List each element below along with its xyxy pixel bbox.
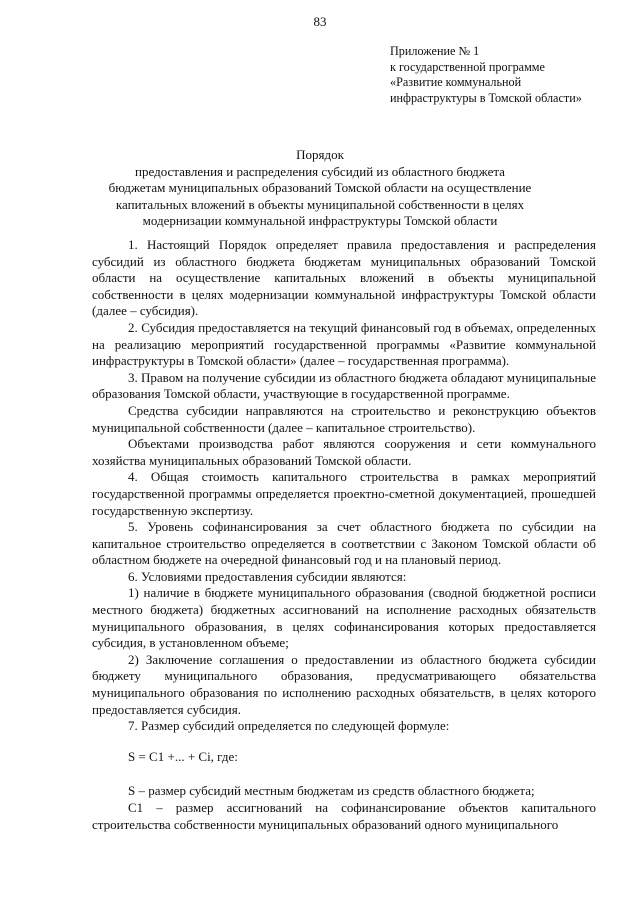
paragraph: 5. Уровень софинансирования за счет областного бюджета по субсидии на капитальное строительство определяется в соответствии с Законом Томской области об областном бюджете на очередной финансовый год и на плановый период.	[92, 519, 596, 568]
paragraph: 2. Субсидия предоставляется на текущий финансовый год в объемах, определенных на реализацию мероприятий государственной программы «Развитие коммунальной инфраструктуры в Томской области» (далее – государственная программа).	[92, 319, 596, 369]
paragraph: 3. Правом на получение субсидии из областного бюджета обладают муниципальные образования Томской области, участвующие в государственной программе.	[92, 369, 596, 402]
paragraph: 6. Условиями предоставления субсидии являются:	[128, 568, 407, 584]
paragraph: C1 – размер ассигнований на софинансирование объектов капитального строительства собственности муниципальных образований одного муниципального	[92, 800, 596, 832]
page-number: 83	[313, 14, 327, 29]
title-line: Порядок	[296, 147, 344, 162]
appendix-line: инфраструктуры в Томской области»	[390, 90, 582, 105]
appendix-header	[390, 44, 630, 106]
appendix-line: «Развитие коммунальной	[390, 75, 522, 89]
title-line: бюджетам муниципальных образований Томской области на осуществление	[108, 180, 532, 196]
document-body	[92, 237, 596, 833]
paragraph: Объектами производства работ являются сооружения и сети коммунального хозяйства муниципальных образований Томской области.	[92, 436, 596, 468]
title-line: предоставления и распределения субсидий из областного бюджета	[135, 163, 505, 179]
formula: S = C1 +... + Ci, где:	[128, 748, 238, 764]
paragraph: 2) Заключение соглашения о предоставлении из областного бюджета субсидии бюджету муниципального образования, предусматривающего обязательства муниципального образования по исполнению расходных обязательств, в целях которого предоставляется субсидия.	[92, 651, 596, 717]
appendix-line: к государственной программе	[390, 59, 545, 74]
paragraph: 7. Размер субсидий определяется по следующей формуле:	[128, 718, 450, 734]
paragraph: 1. Настоящий Порядок определяет правила предоставления и распределения субсидий из областного бюджета бюджетам муниципальных образований Томской области на осуществление капитальных вложений в объекты муниципальной собственности в целях модернизации коммунальной инфраструктуры Томской области (далее – субсидия).	[92, 237, 596, 319]
appendix-line: Приложение № 1	[390, 44, 480, 58]
document-title	[100, 147, 540, 230]
paragraph: Средства субсидии направляются на строительство и реконструкцию объектов муниципальной собственности (далее – капитальное строительство).	[92, 402, 596, 435]
paragraph: S – размер субсидий местным бюджетам из средств областного бюджета;	[128, 783, 535, 799]
title-line: капитальных вложений в объекты муниципальной собственности в целях	[115, 196, 525, 212]
title-line: модернизации коммунальной инфраструктуры Томской области	[142, 213, 498, 229]
paragraph: 1) наличие в бюджете муниципального образования (сводной бюджетной росписи местного бюджета) бюджетных ассигнований на исполнение расходных обязательств муниципального образования, в целях софинансирования которых предоставляется субсидия, в установленном объеме;	[92, 585, 596, 651]
paragraph: 4. Общая стоимость капитального строительства в рамках мероприятий государственной программы определяется проектно-сметной документацией, прошедшей государственную экспертизу.	[92, 469, 596, 518]
